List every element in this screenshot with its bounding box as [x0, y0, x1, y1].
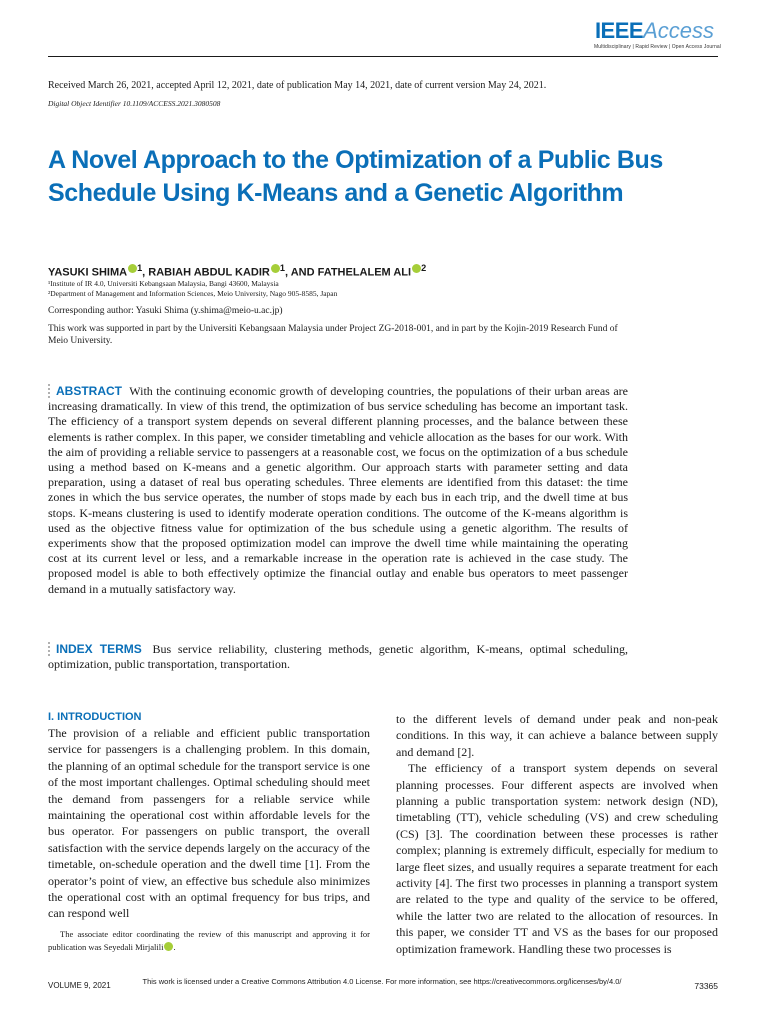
author-name: YASUKI SHIMA [48, 266, 128, 279]
doi[interactable]: Digital Object Identifier 10.1109/ACCESS.2021.3080508 [48, 99, 221, 108]
orcid-icon[interactable] [412, 264, 421, 273]
orcid-icon[interactable] [271, 264, 280, 273]
abstract-heading: ABSTRACT [56, 384, 122, 398]
page-number: 73365 [694, 981, 718, 991]
paper-title: A Novel Approach to the Optimization of a Public Bus Schedule Using K-Means and a Genetic Algorithm [48, 146, 663, 207]
author-list: YASUKI SHIMA $^1$, RABIAH ABDUL KADIR $^1$, AND FATHELALEM ALI $^2$ [48, 263, 427, 279]
journal-masthead [594, 18, 721, 50]
author-name: , RABIAH ABDUL KADIR [142, 266, 270, 279]
journal-logo: IEEEAccess [594, 18, 714, 43]
footer-license[interactable]: This work is licensed under a Creative Commons Attribution 4.0 License. For more information, see https://creativecommons.org/licenses/by/4.0/ [142, 977, 622, 986]
paragraph: The efficiency of a transport system depends on several planning processes. Four different aspects are involved when planning a public transportation system: network design (ND), timetabling (TT), vehicle scheduling (VS) and crew scheduling (CS) [3]. The coordination between these processes is rather complex; planning is extremely difficult, especially for medium to large fleet sizes, and usually requires a separate treatment for each activity [4]. The first two processes in planning a transport system are related to the type and quality of the service to be offered, while the latter two are related to the allocation of resources. In this paper, we consider TT and VS as the bases for our proposed optimization framework. Handling these two processes is [396, 761, 718, 956]
paragraph: to the different levels of demand under peak and non-peak conditions. In this way, it can achieve a balance between supply and demand [2]. [396, 712, 718, 759]
section-heading: I. INTRODUCTION [48, 711, 142, 723]
affiliation: ²Department of Management and Information Sciences, Meio University, Nago 905-8585, Japan [48, 289, 338, 298]
editor-footnote: The associate editor coordinating the review of this manuscript and approving it for publication was Seyedali Mirjalili . [48, 929, 370, 952]
received-dates: Received March 26, 2021, accepted April 12, 2021, date of publication May 14, 2021, date of current version May 24, 2021. [48, 80, 547, 91]
corresponding-author: Corresponding author: Yasuki Shima (y.shima@meio-u.ac.jp) [48, 306, 283, 316]
paragraph: The provision of a reliable and efficient public transportation service for passengers is a challenging problem. In this domain, the planning of an optimal schedule for the transport service is one of the most important challenges. Optimal scheduling should meet the demand from passengers for a reliable service while maintaining the operational cost within affordable levels for the bus operator. For passengers on public transport, the overall satisfaction with the service depends largely on the accuracy of the timetable, on-schedule operation and the dwell time [1]. From the operator’s point of view, an effective bus schedule also minimizes the operational cost with an optimal frequency for bus trips, and can respond well [48, 726, 370, 921]
author-name: , AND FATHELALEM ALI [284, 266, 412, 279]
abstract [48, 384, 628, 597]
index-terms-heading: INDEX TERMS [56, 642, 142, 656]
body-column-left [48, 711, 370, 922]
index-terms-text: Bus service reliability, clustering methods, genetic algorithm, K-means, optimal scheduling, optimization, public transportation, transportation. [48, 642, 628, 672]
journal-tagline: Multidisciplinary | Rapid Review | Open Access Journal [594, 44, 721, 50]
body-column-right [396, 711, 718, 957]
header-rule [48, 56, 718, 57]
orcid-icon[interactable] [128, 264, 137, 273]
footer-volume: VOLUME 9, 2021 [48, 981, 111, 990]
orcid-icon[interactable] [164, 942, 173, 951]
affiliation: ¹Institute of IR 4.0, Universiti Kebangsaan Malaysia, Bangi 43600, Malaysia [48, 279, 279, 288]
abstract-text: With the continuing economic growth of developing countries, the populations of their urban areas are increasing dramatically. In view of this trend, the optimization of bus service scheduling has become an important task. The efficiency of a transport system depends on several different planning processes, and the balance between these elements is rather complex. In this paper, we consider timetabling and vehicle allocation as the bases for our work. With the aim of providing a reliable service to passengers at a reasonable cost, we focus on the optimization of a bus schedule using a method based on K-means and a genetic algorithm. Our approach starts with parameter setting and data preparation, using a dataset of real bus operating schedules. Three elements are identified from this dataset: the time zones in which the bus service operates, the number of stops made by each bus in each trip, and the dwell time at bus stops. K-means clustering is used to identify moderate operation conditions. The outcome of the K-means algorithm is used as the objective fitness value for optimization of the bus schedule using a genetic algorithm. The results of experiments show that the proposed optimization model can improve the dwell time while maintaining the operating cost at its current level or less, and a remarkable increase in the operation rate is achieved in the case study. The proposed model is able to both effectively optimize the financial outlay and enable bus operators to meet passenger demand in a mutually satisfactory way. [48, 384, 628, 596]
index-terms [48, 642, 628, 672]
funding-statement: This work was supported in part by the Universiti Kebangsaan Malaysia under Project ZG-2018-001, and in part by the Kojin-2019 Research Fund of Meio University. [48, 324, 618, 346]
